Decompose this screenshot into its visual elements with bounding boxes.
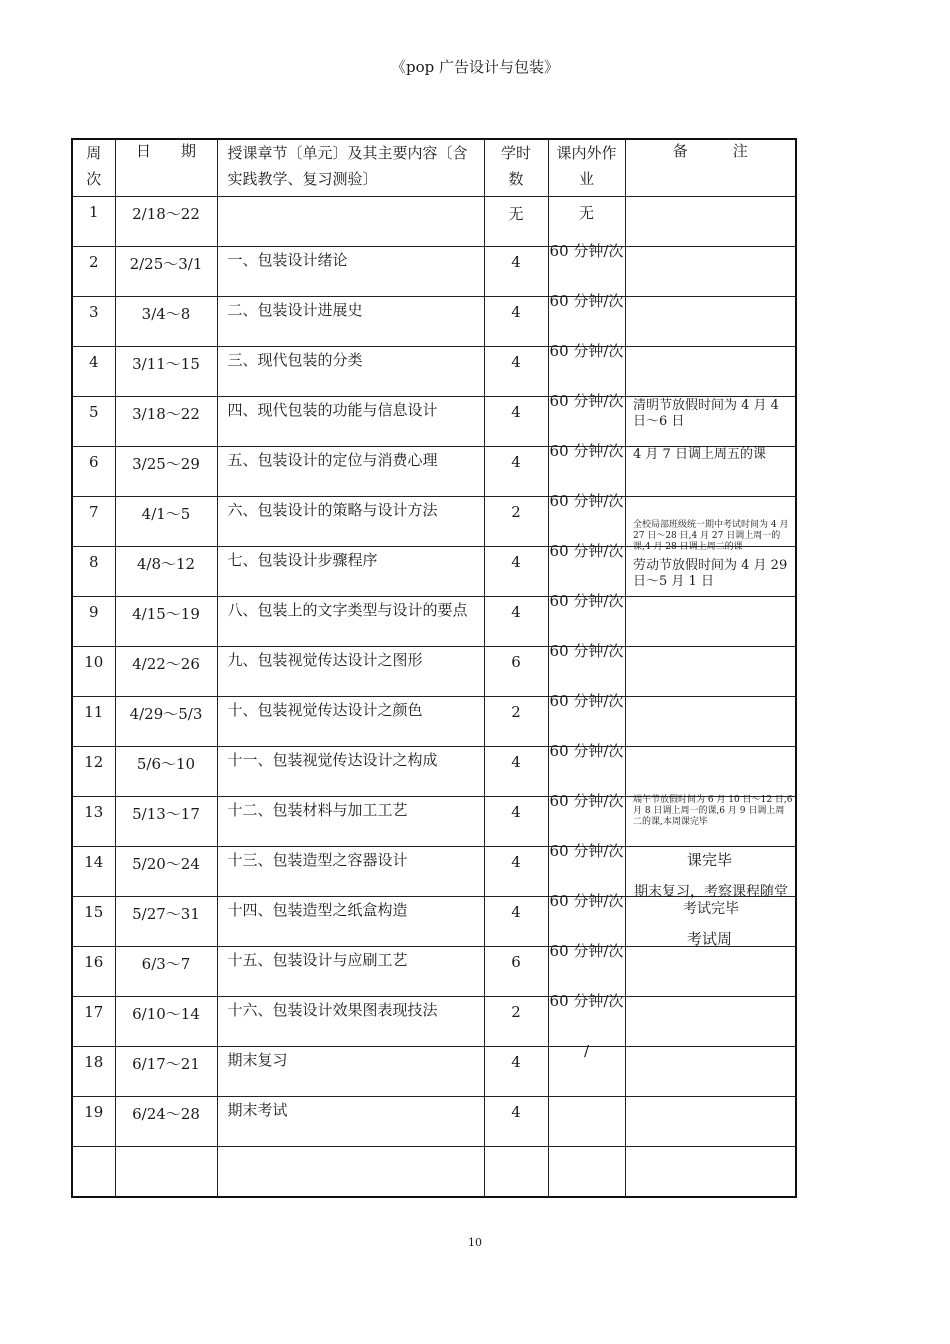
homework-cell [548,291,625,346]
content-cell: 九、包装视觉传达设计之图形 [217,646,484,696]
hours-cell [484,1146,548,1197]
header-content: 授课章节〔单元〕及其主要内容〔含实践教学、复习测验〕 [217,139,484,196]
date-cell: 4/1～5 [115,496,217,546]
homework-cell [548,391,625,446]
table-row [72,596,796,646]
header-homework: 课内外作业 [548,139,625,196]
week-cell: 8 [72,546,115,596]
homework-text: / [583,1041,590,1060]
date-cell: 4/22～26 [115,646,217,696]
date-cell: 2/25～3/1 [115,246,217,296]
hours-cell: 6 [484,946,548,996]
homework-text: 60 分钟/次 [549,491,624,510]
date-cell: 3/25～29 [115,446,217,496]
week-cell: 17 [72,996,115,1046]
date-cell: 4/8～12 [115,546,217,596]
homework-text: 60 分钟/次 [549,691,624,710]
page-number: 10 [468,1236,482,1249]
week-cell: 18 [72,1046,115,1096]
content-cell: 七、包装设计步骤程序 [217,546,484,596]
week-cell: 6 [72,446,115,496]
hours-cell: 4 [484,396,548,446]
document-title: 《pop 广告设计与包装》 [390,58,559,76]
homework-cell [548,991,625,1046]
table-row [72,946,796,996]
homework-cell [548,741,625,796]
homework-cell [548,241,625,296]
remark-midterm: 全校局部班级统一期中考试时间为 4 月 27 日～28 日,4 月 27 日调上周一的课,4 月 28 日调上周二的课 [633,520,789,552]
date-cell: 4/15～19 [115,596,217,646]
week-cell: 13 [72,796,115,846]
remarks-cell [625,596,796,646]
hours-cell: 2 [484,496,548,546]
table-header-row [72,139,796,196]
homework-text: 60 分钟/次 [549,391,624,410]
remarks-cell [625,1146,796,1197]
week-cell: 4 [72,346,115,396]
header-hours: 学时数 [484,139,548,196]
week-cell: 14 [72,846,115,896]
header-week: 周次 [72,139,115,196]
date-cell: 2/18～22 [115,196,217,246]
week-cell: 5 [72,396,115,446]
table-row [72,346,796,396]
homework-text: 60 分钟/次 [549,941,624,960]
date-cell: 6/24～28 [115,1096,217,1146]
week-cell: 1 [72,196,115,246]
content-cell: 十一、包装视觉传达设计之构成 [217,746,484,796]
week-cell: 19 [72,1096,115,1146]
week-cell: 9 [72,596,115,646]
homework-text: 60 分钟/次 [549,241,624,260]
homework-text: 60 分钟/次 [549,541,624,560]
homework-cell [548,941,625,996]
table-row [72,1096,796,1146]
homework-cell [548,196,625,246]
content-cell [217,1146,484,1197]
homework-text: 60 分钟/次 [549,291,624,310]
homework-cell [548,841,625,896]
remarks-cell [625,946,796,996]
date-cell: 6/3～7 [115,946,217,996]
hours-cell: 2 [484,696,548,746]
homework-cell [548,341,625,396]
hours-cell: 6 [484,646,548,696]
hours-cell: 4 [484,1096,548,1146]
remarks-cell [625,1096,796,1146]
date-cell: 3/11～15 [115,346,217,396]
homework-cell [548,1041,625,1096]
date-cell: 3/18～22 [115,396,217,446]
content-cell: 三、现代包装的分类 [217,346,484,396]
remark-makeup-apr7: 4 月 7 日调上周五的课 [633,447,766,462]
homework-cell [548,691,625,746]
content-cell: 十四、包装造型之纸盒构造 [217,896,484,946]
week-cell: 7 [72,496,115,546]
content-cell: 一、包装设计绪论 [217,246,484,296]
hours-cell: 4 [484,346,548,396]
hours-cell: 4 [484,596,548,646]
week-cell: 16 [72,946,115,996]
content-cell: 期末复习 [217,1046,484,1096]
date-cell: 5/27～31 [115,896,217,946]
remarks-cell [625,246,796,296]
remarks-cell [625,196,796,246]
remarks-cell [625,346,796,396]
remarks-cell [625,996,796,1046]
homework-text: 60 分钟/次 [549,641,624,660]
week-cell: 3 [72,296,115,346]
homework-cell [548,1146,625,1197]
homework-text: 60 分钟/次 [549,791,624,810]
homework-text: 60 分钟/次 [549,741,624,760]
date-cell: 5/6～10 [115,746,217,796]
content-cell: 十二、包装材料与加工工艺 [217,796,484,846]
date-cell: 5/13～17 [115,796,217,846]
hours-cell: 4 [484,446,548,496]
date-cell: 6/10～14 [115,996,217,1046]
table-row [72,996,796,1046]
content-cell: 期末考试 [217,1096,484,1146]
homework-text: 60 分钟/次 [549,891,624,910]
date-cell: 3/4～8 [115,296,217,346]
content-cell: 四、现代包装的功能与信息设计 [217,396,484,446]
week-cell: 11 [72,696,115,746]
homework-cell [548,541,625,596]
homework-cell [548,641,625,696]
table-row [72,296,796,346]
content-cell: 十六、包装设计效果图表现技法 [217,996,484,1046]
content-cell: 十、包装视觉传达设计之颜色 [217,696,484,746]
hours-cell: 4 [484,1046,548,1096]
header-remarks: 备 注 [625,139,796,196]
remarks-cell [625,646,796,696]
homework-text: 60 分钟/次 [549,841,624,860]
week-cell: 12 [72,746,115,796]
hours-cell: 4 [484,896,548,946]
remark-dragon-boat: 端午节放假时间为 6 月 10 日～12 日,6 月 8 日调上周一的课,6 月 9 日调上周二的课,本周课完毕 [633,795,793,827]
table-row [72,746,796,796]
content-cell: 十三、包装造型之容器设计 [217,846,484,896]
header-date: 日 期 [115,139,217,196]
hours-cell: 无 [484,196,548,246]
hours-cell: 2 [484,996,548,1046]
table-row [72,1046,796,1096]
homework-cell [548,441,625,496]
remark-final-review: 期末复习，考察课程随堂考试完毕 [634,884,788,917]
course-schedule-table [71,138,797,1198]
hours-cell: 4 [484,846,548,896]
remarks-cell [625,696,796,746]
week-cell: 10 [72,646,115,696]
week-cell: 2 [72,246,115,296]
hours-cell: 4 [484,796,548,846]
homework-cell [548,891,625,946]
hours-cell: 4 [484,246,548,296]
date-cell: 4/29～5/3 [115,696,217,746]
table-row [72,246,796,296]
homework-cell [548,491,625,546]
table-row [72,196,796,246]
date-cell: 6/17～21 [115,1046,217,1096]
homework-cell [548,791,625,846]
remarks-cell [625,1046,796,1096]
remark-labor-day: 劳动节放假时间为 4 月 29 日～5 月 1 日 [633,558,788,589]
hours-cell: 4 [484,546,548,596]
content-cell [217,196,484,246]
homework-text: 60 分钟/次 [549,441,624,460]
table-row [72,1146,796,1197]
homework-text: 60 分钟/次 [549,341,624,360]
content-cell: 六、包装设计的策略与设计方法 [217,496,484,546]
hours-cell: 4 [484,746,548,796]
remarks-cell [625,746,796,796]
homework-text: 无 [578,203,594,222]
content-cell: 五、包装设计的定位与消费心理 [217,446,484,496]
remark-qingming: 清明节放假时间为 4 月 4 日～6 日 [633,398,779,429]
content-cell: 二、包装设计进展史 [217,296,484,346]
table-row [72,696,796,746]
hours-cell: 4 [484,296,548,346]
content-cell: 十五、包装设计与应刷工艺 [217,946,484,996]
remarks-cell [625,296,796,346]
table-body [72,196,796,1197]
homework-cell [548,591,625,646]
week-cell [72,1146,115,1197]
table-row [72,646,796,696]
remark-exam-week: 考试周 [686,930,732,948]
date-cell [115,1146,217,1197]
remark-course-done: 课完毕 [686,851,732,869]
content-cell: 八、包装上的文字类型与设计的要点 [217,596,484,646]
homework-cell [548,1096,625,1146]
homework-text: 60 分钟/次 [549,591,624,610]
week-cell: 15 [72,896,115,946]
homework-text: 60 分钟/次 [549,991,624,1010]
date-cell: 5/20～24 [115,846,217,896]
